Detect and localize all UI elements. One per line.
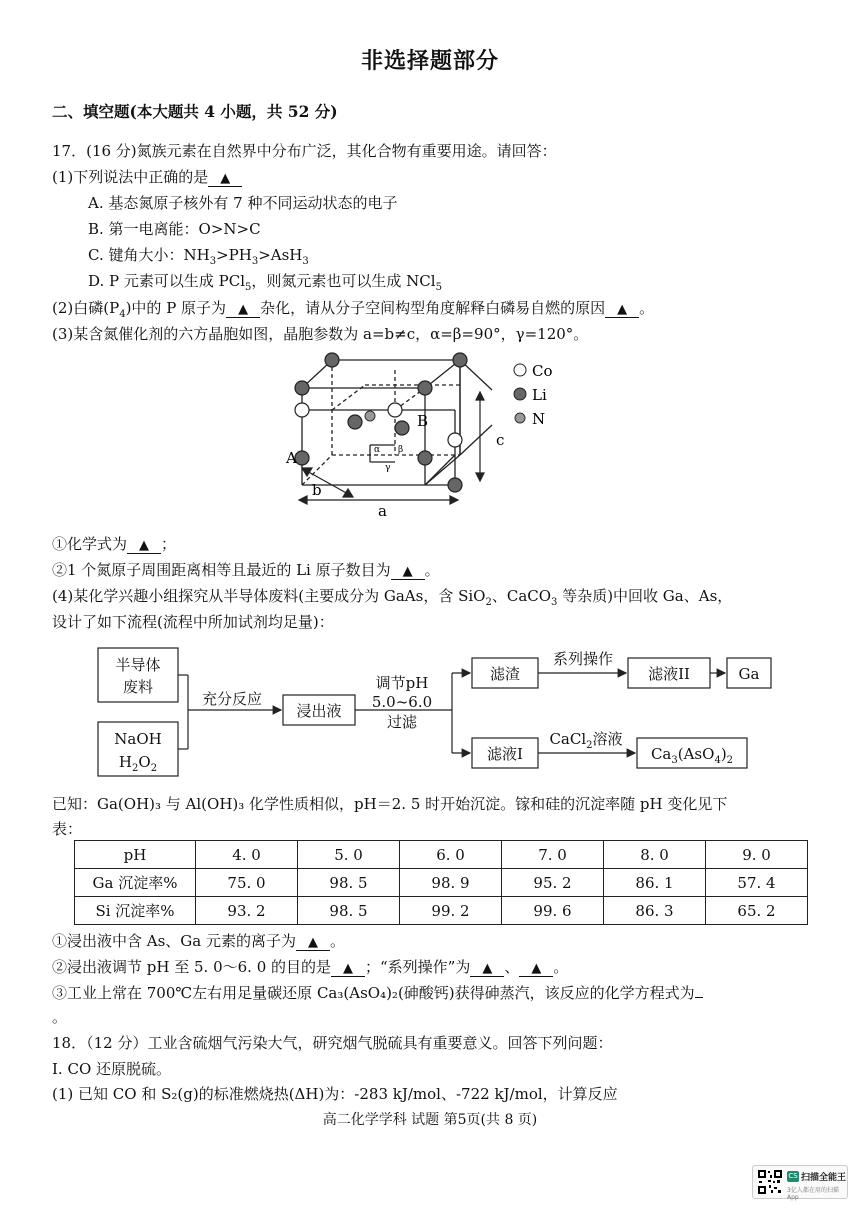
text: H xyxy=(118,753,133,771)
q17-intro: 17．(16 分)氮族元素在自然界中分布广泛，其化合物有重要用途。请回答： xyxy=(52,142,557,160)
text: ②浸出液调节 pH 至 5. 0～6. 0 的目的是 xyxy=(52,958,332,976)
q17-known-line1: 已知：Ga(OH)₃ 与 Al(OH)₃ 化学性质相似，pH＝2. 5 时开始沉淀。镓和硅的沉淀率随 pH 变化见下 xyxy=(52,795,728,813)
label-A: A xyxy=(286,449,297,467)
q18-intro: 18．（12 分）工业含硫烟气污染大气，研究烟气脱硫具有重要意义。回答下列问题： xyxy=(52,1034,613,1052)
flow-product xyxy=(651,745,733,766)
table-cell: 98. 9 xyxy=(400,869,502,897)
subscript: 4 xyxy=(714,755,721,766)
scanner-subtitle: 3亿人都在用的扫描App xyxy=(787,1187,839,1201)
precipitation-table xyxy=(74,840,808,925)
q17-part1 xyxy=(52,166,242,187)
text: ②1 个氮原子周围距离相等且最近的 Li 原子数目为 xyxy=(52,561,391,579)
flow-filtrate-i: 滤液I xyxy=(487,745,523,763)
answer-blank xyxy=(605,301,639,318)
subscript: 2 xyxy=(485,597,492,608)
text: CaCl xyxy=(549,730,587,748)
flow-adjust-range: 5.0~6.0 xyxy=(371,693,433,711)
subscript: 3 xyxy=(251,256,259,267)
flow-box2-line2 xyxy=(119,753,157,774)
text: ；“系列操作”为 xyxy=(365,958,471,976)
text: ) xyxy=(720,745,727,763)
answer-blank xyxy=(519,960,553,977)
flow-react-label: 充分反应 xyxy=(201,690,263,708)
subscript: 5 xyxy=(435,282,442,293)
label-B: B xyxy=(417,412,429,430)
table-row xyxy=(75,897,808,925)
flow-series-ops: 系列操作 xyxy=(552,650,614,668)
table-cell: 65. 2 xyxy=(706,897,808,925)
table-cell: 98. 5 xyxy=(298,897,400,925)
table-cell: 9. 0 xyxy=(706,841,808,869)
legend-co-marker xyxy=(514,364,526,376)
text: 、 xyxy=(504,958,520,976)
q17-c1 xyxy=(52,930,345,951)
flow-adjust-ph: 调节pH xyxy=(375,674,429,692)
cs-logo-icon: CS xyxy=(788,1172,798,1180)
text: ； xyxy=(161,535,177,553)
scanner-title: 扫描全能王 xyxy=(801,1173,847,1183)
table-cell: 57. 4 xyxy=(706,869,808,897)
answer-marker: ▲ xyxy=(617,302,628,317)
text: >PH xyxy=(216,246,252,264)
text: D. P 元素可以生成 PCl xyxy=(88,272,246,290)
legend-n-marker xyxy=(515,413,525,423)
table-cell: pH xyxy=(75,841,196,869)
flow-ga: Ga xyxy=(738,665,760,683)
table-cell: 93. 2 xyxy=(196,897,298,925)
table-cell: 99. 6 xyxy=(502,897,604,925)
label-gamma: γ xyxy=(385,463,391,473)
flow-cacl2-label xyxy=(549,730,622,751)
subscript: 2 xyxy=(150,763,158,774)
answer-marker: ▲ xyxy=(482,961,493,976)
flow-residue: 滤渣 xyxy=(489,665,521,683)
subscript: 3 xyxy=(551,597,558,608)
label-c: c xyxy=(496,431,505,449)
text: )中的 P 原子为 xyxy=(125,299,227,317)
text: ①化学式为 xyxy=(52,535,128,553)
answer-marker: ▲ xyxy=(139,538,150,553)
legend-li: Li xyxy=(532,386,547,404)
label-a: a xyxy=(378,502,387,520)
subscript: 4 xyxy=(119,309,126,320)
text: (2)白磷(P xyxy=(52,299,120,317)
q17-option-a: A. 基态氮原子核外有 7 种不同运动状态的电子 xyxy=(88,194,398,212)
table-cell: Ga 沉淀率% xyxy=(75,869,196,897)
label-beta: β xyxy=(398,445,404,455)
subscript: 3 xyxy=(209,256,217,267)
legend-co: Co xyxy=(532,362,553,380)
table-cell: 95. 2 xyxy=(502,869,604,897)
text: 、CaCO xyxy=(491,587,552,605)
text: O xyxy=(138,753,151,771)
table-row xyxy=(75,869,808,897)
answer-marker: ▲ xyxy=(402,564,413,579)
scanner-watermark xyxy=(752,1165,848,1199)
answer-blank xyxy=(391,563,425,580)
q17-part4-line2: 设计了如下流程(流程中所加试剂均足量)： xyxy=(52,613,334,631)
page-title: 非选择题部分 xyxy=(360,48,499,74)
text: >AsH xyxy=(258,246,303,264)
q17-sub1 xyxy=(52,533,176,554)
answer-blank xyxy=(226,301,260,318)
table-cell: 6. 0 xyxy=(400,841,502,869)
text: (4)某化学兴趣小组探究从半导体废料(主要成分为 GaAs，含 SiO xyxy=(52,587,486,605)
label-b: b xyxy=(312,481,322,499)
table-cell: 7. 0 xyxy=(502,841,604,869)
text: Ca xyxy=(650,745,672,763)
flow-leachate: 浸出液 xyxy=(296,702,342,720)
q17-sub2 xyxy=(52,559,440,580)
q17-known-line2: 表： xyxy=(52,820,83,838)
q17-part4-line1 xyxy=(52,585,732,608)
page-footer: 高二化学学科 试题 第5页(共 8 页) xyxy=(322,1112,538,1128)
answer-marker: ▲ xyxy=(343,961,354,976)
table-cell: 8. 0 xyxy=(604,841,706,869)
q18-part-i: I. CO 还原脱硫。 xyxy=(52,1060,172,1078)
table-row xyxy=(75,841,808,869)
flow-filtrate-ii: 滤液II xyxy=(648,665,690,683)
table-cell: Si 沉淀率% xyxy=(75,897,196,925)
q17-c2 xyxy=(52,956,568,977)
crystal-cell-diagram xyxy=(270,350,590,520)
table-cell: 4. 0 xyxy=(196,841,298,869)
text: 杂化，请从分子空间构型角度解释白磷易自燃的原因 xyxy=(260,299,606,317)
text: 溶液 xyxy=(592,730,623,748)
flow-box2-line1: NaOH xyxy=(114,730,162,748)
q17-option-b: B. 第一电离能：O>N>C xyxy=(88,220,261,238)
text: 等杂质)中回收 Ga、As， xyxy=(557,587,733,605)
section-heading: 二、填空题(本大题共 4 小题，共 52 分) xyxy=(52,102,338,121)
flow-box1-line2: 废料 xyxy=(122,678,154,696)
table-cell: 75. 0 xyxy=(196,869,298,897)
text: 。 xyxy=(639,299,655,317)
answer-blank xyxy=(208,170,242,187)
subscript: 2 xyxy=(132,763,139,774)
text: 。 xyxy=(424,561,440,579)
label-alpha: α xyxy=(374,445,381,455)
text: C. 键角大小：NH xyxy=(88,246,210,264)
subscript: 3 xyxy=(671,755,678,766)
subscript: 2 xyxy=(586,740,593,751)
q18-part1: (1) 已知 CO 和 S₂(g)的标准燃烧热(ΔH)为：-283 kJ/mol、-722 kJ/mol，计算反应 xyxy=(52,1085,618,1103)
text: 。 xyxy=(330,932,346,950)
answer-marker: ▲ xyxy=(308,935,318,950)
answer-blank xyxy=(470,960,504,977)
q17-part2 xyxy=(52,297,654,320)
subscript: 5 xyxy=(245,282,252,293)
table-cell: 86. 3 xyxy=(604,897,706,925)
table-cell: 5. 0 xyxy=(298,841,400,869)
answer-marker: ▲ xyxy=(220,171,231,186)
q17-option-d xyxy=(88,270,442,293)
text: 。 xyxy=(553,958,569,976)
q17-c3 xyxy=(52,982,703,1003)
q17-option-c xyxy=(88,244,309,267)
flow-box1-line1: 半导体 xyxy=(115,656,161,674)
table-cell: 86. 1 xyxy=(604,869,706,897)
table-cell: 98. 5 xyxy=(298,869,400,897)
answer-blank xyxy=(296,934,330,951)
qr-code-icon xyxy=(757,1169,783,1195)
flow-filter: 过滤 xyxy=(386,713,418,731)
legend-n: N xyxy=(532,410,546,428)
text: ①浸出液中含 As、Ga 元素的离子为 xyxy=(52,932,296,950)
text: (AsO xyxy=(677,745,715,763)
q17-part1-text: (1)下列说法中正确的是 xyxy=(52,168,209,186)
answer-marker: ▲ xyxy=(238,302,249,317)
legend-li-marker xyxy=(514,388,526,400)
answer-marker: ▲ xyxy=(531,961,542,976)
subscript: 2 xyxy=(726,755,734,766)
q17-c3-end: 。 xyxy=(52,1008,68,1026)
answer-blank xyxy=(331,960,365,977)
answer-blank xyxy=(127,537,161,554)
answer-blank xyxy=(695,997,703,998)
process-flowchart xyxy=(90,640,780,785)
subscript: 3 xyxy=(302,256,309,267)
text: ，则氮元素也可以生成 NCl xyxy=(251,272,436,290)
table-cell: 99. 2 xyxy=(400,897,502,925)
q17-part3: (3)某含氮催化剂的六方晶胞如图，晶胞参数为 a=b≠c，α=β=90°，γ=120°。 xyxy=(52,325,589,343)
text: ③工业上常在 700℃左右用足量碳还原 Ca₃(AsO₄)₂(砷酸钙)获得砷蒸汽，该反应的化学方程式为 xyxy=(52,984,695,1002)
